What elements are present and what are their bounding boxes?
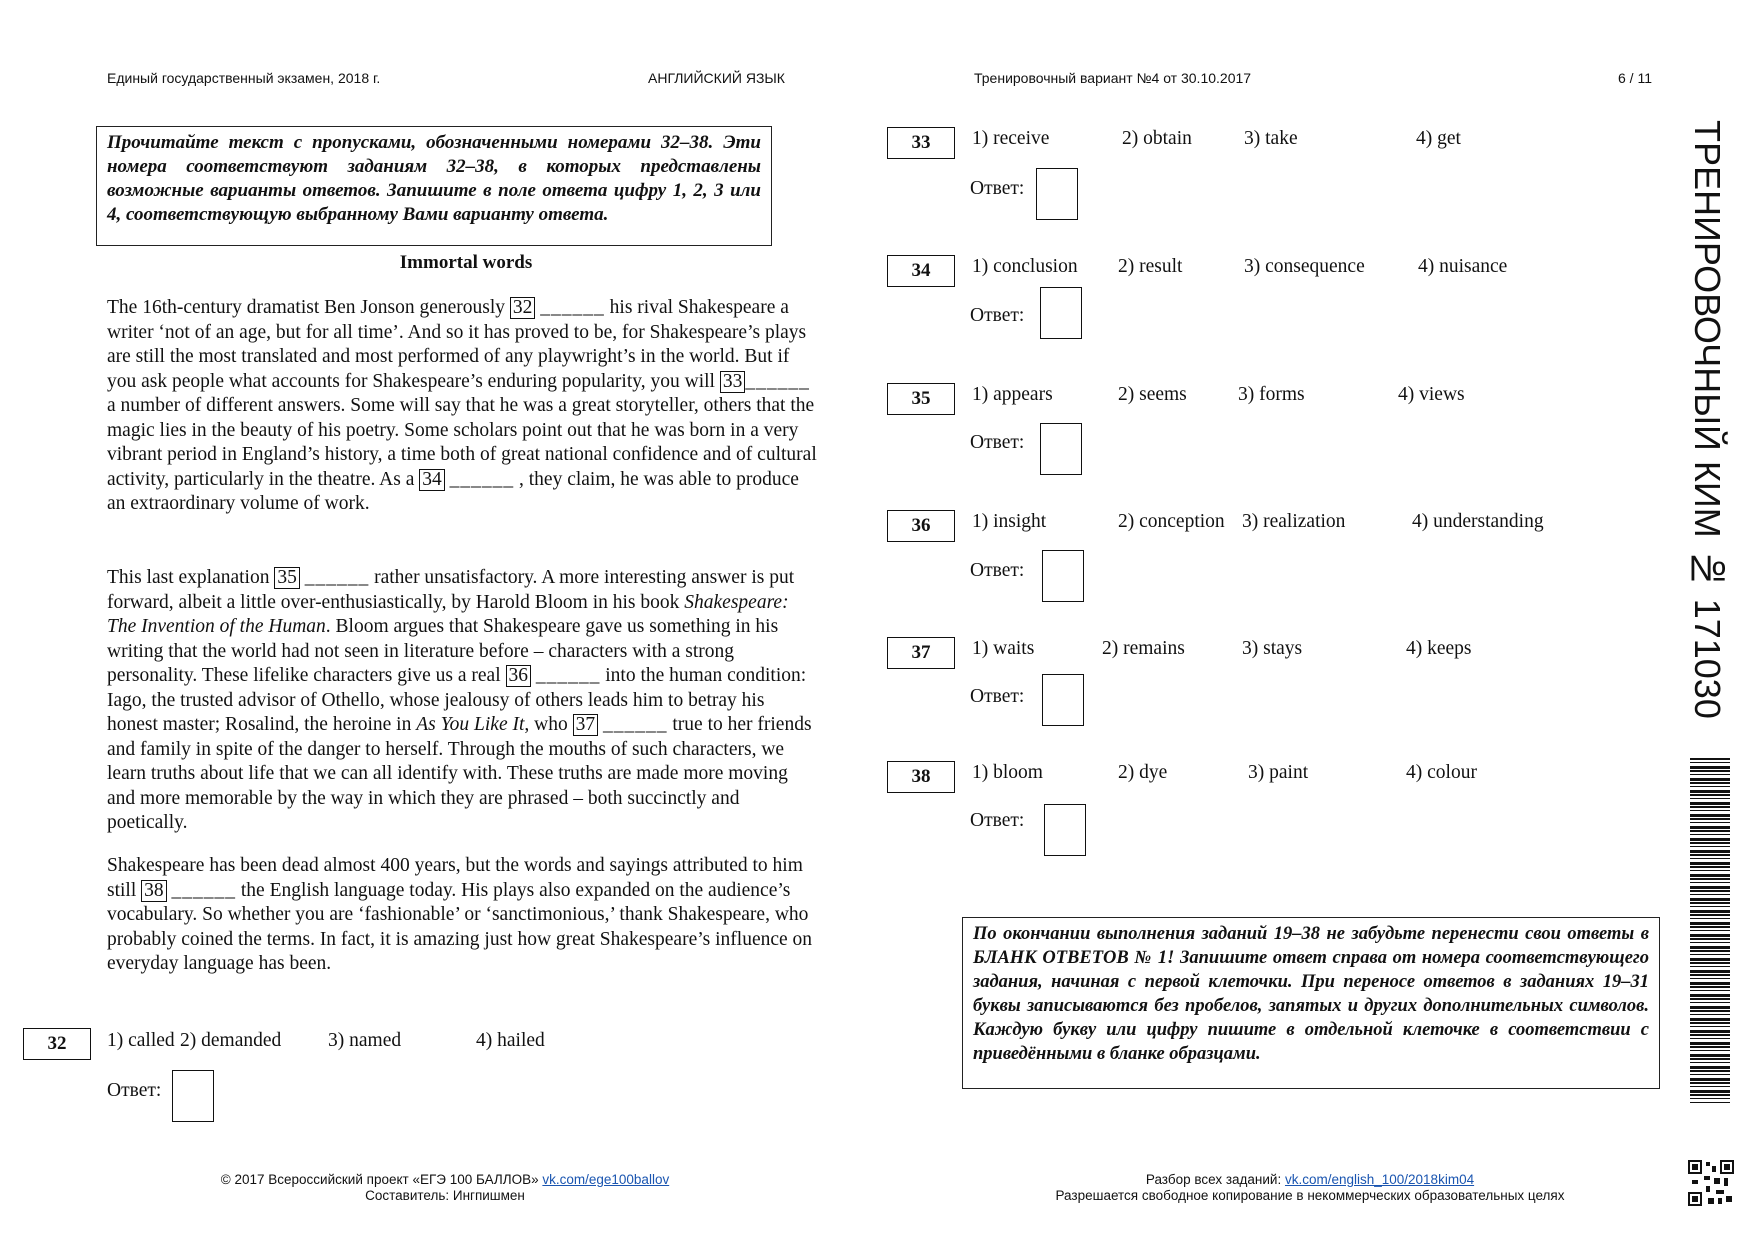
answer-label-38: Ответ:	[970, 810, 1025, 831]
text: This last explanation	[107, 567, 270, 588]
option-34-2: 2) result	[1118, 256, 1183, 277]
option-33-2: 2) obtain	[1122, 128, 1192, 149]
footer-left	[150, 1172, 740, 1204]
question-number-34: 34	[887, 255, 955, 287]
option-36-3: 3) realization	[1242, 511, 1346, 532]
answer-label-36: Ответ:	[970, 560, 1025, 581]
answer-label-33: Ответ:	[970, 178, 1025, 199]
option-32-4: 4) hailed	[476, 1030, 545, 1051]
text: The 16th-century dramatist Ben Jonson generously	[107, 297, 506, 318]
gap-number-35: 35	[274, 567, 300, 589]
answer-box-36[interactable]	[1042, 550, 1084, 602]
footer-analysis-label: Разбор всех заданий:	[1145, 1172, 1282, 1187]
text: a number of different answers. Some will say that he was a great storyteller, others that the magic lies in the beauty of his poetry. Some scholars point out that he was born in a very vibrant period in England’s history, a time both of great national confidence and of cultural activity, particularly in the theatre. As a	[107, 395, 817, 490]
passage-paragraph-1	[107, 296, 817, 517]
barcode-icon	[1690, 758, 1730, 1103]
header-page-number: 6 / 11	[1618, 70, 1652, 86]
footer-author: Составитель: Ингпишмен	[365, 1188, 525, 1203]
text: , they claim, he was able to produce an extraordinary volume of work.	[107, 468, 799, 514]
gap-number-36: 36	[506, 665, 532, 687]
option-38-3: 3) paint	[1248, 762, 1309, 783]
option-38-1: 1) bloom	[972, 762, 1043, 783]
option-37-4: 4) keeps	[1406, 638, 1472, 659]
gap-number-33: 33	[720, 371, 746, 393]
text: the English language today. His plays also expanded on the audience’s vocabulary. So whether you are ‘fashionable’ or ‘sanctimonious,’ thank Shakespeare, who probably coined the terms. In fact, it is amazing just how great Shakespeare’s influence on everyday language has been.	[107, 879, 813, 974]
footer-copy-permission: Разрешается свободное копирование в некоммерческих образовательных целях	[1055, 1188, 1565, 1203]
question-number-36: 36	[887, 510, 955, 542]
gap-blank: ______	[540, 297, 605, 318]
option-35-1: 1) appears	[972, 384, 1053, 405]
answer-box-32[interactable]	[172, 1070, 214, 1122]
gap-number-37: 37	[573, 714, 599, 736]
passage-paragraph-2	[107, 566, 817, 836]
option-38-2: 2) dye	[1118, 762, 1168, 783]
option-35-2: 2) seems	[1118, 384, 1187, 405]
option-36-1: 1) insight	[972, 511, 1047, 532]
footer-copyright: © 2017 Всероссийский проект «ЕГЭ 100 БАЛЛОВ»	[220, 1172, 539, 1187]
option-32-2: 2) demanded	[180, 1030, 282, 1051]
question-number-35: 35	[887, 383, 955, 415]
book-title: Shakespeare: The Invention of the Human	[107, 591, 789, 637]
option-37-1: 1) waits	[972, 638, 1035, 659]
instruction-box: Прочитайте текст с пропусками, обозначенными номерами 32–38. Эти номера соответствуют заданиям 32–38, в которых представлены возможные варианты ответов. Запишите в поле ответа цифру 1, 2, 3 или 4, соответствующую выбранному Вами варианту ответа.	[96, 126, 772, 246]
option-36-4: 4) understanding	[1412, 511, 1544, 532]
text: into the human condition: Iago, the trusted advisor of Othello, whose jealousy of others leads him to betray his honest master; Rosalind, the heroine in	[107, 665, 807, 735]
header-variant: Тренировочный вариант №4 от 30.10.2017	[974, 70, 1252, 86]
gap-blank: ______	[171, 879, 237, 901]
option-36-2: 2) conception	[1118, 511, 1225, 532]
side-kim-label: ТРЕНИРОВОЧНЫЙ КИМ № 171030	[1687, 120, 1728, 719]
option-35-4: 4) views	[1398, 384, 1465, 405]
gap-blank: ______	[603, 714, 668, 735]
option-34-1: 1) conclusion	[972, 256, 1078, 277]
play-title: As You Like It	[416, 714, 525, 735]
answer-label-35: Ответ:	[970, 432, 1025, 453]
option-33-4: 4) get	[1416, 128, 1461, 149]
option-33-3: 3) take	[1244, 128, 1298, 149]
option-37-3: 3) stays	[1242, 638, 1303, 659]
text: . Bloom argues that Shakespeare gave us something in his writing that the world had not seen in literature before – characters with a strong personality. These lifelike characters give us a real	[107, 616, 779, 686]
answer-label-37: Ответ:	[970, 686, 1025, 707]
text: Shakespeare has been dead almost 400 years, but the words and sayings attributed to him still	[107, 855, 803, 901]
option-33-1: 1) receive	[972, 128, 1050, 149]
gap-blank: ______	[449, 468, 515, 490]
option-37-2: 2) remains	[1102, 638, 1185, 659]
gap-number-34: 34	[419, 469, 445, 491]
option-34-3: 3) consequence	[1244, 256, 1365, 277]
text: true to her friends and family in spite of the danger to herself. Through the mouths of such characters, we learn truths about life that we can all identify with. These truths are made more moving and more memorable by the way in which they are phrased – both succinctly and poetically.	[107, 714, 812, 833]
gap-blank: ______	[304, 567, 370, 588]
gap-blank: ______	[535, 665, 601, 686]
answer-box-37[interactable]	[1042, 674, 1084, 726]
passage-title: Immortal words	[399, 252, 533, 273]
answer-label-32: Ответ:	[107, 1080, 162, 1101]
option-32-1: 1) called	[107, 1030, 175, 1051]
gap-number-32: 32	[510, 297, 536, 319]
question-number-37: 37	[887, 637, 955, 669]
option-32-3: 3) named	[328, 1030, 402, 1051]
transfer-note-box: По окончании выполнения заданий 19–38 не забудьте перенести свои ответы в БЛАНК ОТВЕТОВ № 1! Запишите ответ справа от номера соответствующего задания, начиная с первой клеточки. При переносе ответов в заданиях 19–31 буквы записываются без пробелов, запятых и других дополнительных символов. Каждую букву или цифру пишите в отдельной клеточке в соответствии с приведёнными в бланке образцами.	[962, 917, 1660, 1089]
answer-box-34[interactable]	[1040, 287, 1082, 339]
answer-box-38[interactable]	[1044, 804, 1086, 856]
answer-box-33[interactable]	[1036, 168, 1078, 220]
option-38-4: 4) colour	[1406, 762, 1477, 783]
option-35-3: 3) forms	[1238, 384, 1305, 405]
header-exam-title: Единый государственный экзамен, 2018 г.	[107, 70, 381, 86]
qr-code-icon	[1688, 1160, 1734, 1206]
footer-right	[1000, 1172, 1620, 1204]
question-number-33: 33	[887, 127, 955, 159]
gap-number-38: 38	[141, 880, 167, 902]
question-number-38: 38	[887, 761, 955, 793]
question-number-32: 32	[23, 1028, 91, 1060]
passage-paragraph-3	[107, 854, 817, 977]
answer-label-34: Ответ:	[970, 305, 1025, 326]
option-34-4: 4) nuisance	[1418, 256, 1508, 277]
text: rather unsatisfactory. A more interesting answer is put forward, albeit a little over-enthusiastically, by Harold Bloom in his book	[107, 567, 795, 613]
text: his rival Shakespeare a writer ‘not of an age, but for all time’. And so it has proved to be, for Shakespeare’s plays are still the most translated and most performed of any playwright’s in the world. But if you ask people what accounts for Shakespeare’s enduring popularity, you will	[107, 297, 807, 392]
footer-left-link[interactable]: vk.com/ege100ballov	[542, 1172, 670, 1187]
answer-box-35[interactable]	[1040, 423, 1082, 475]
header-subject: АНГЛИЙСКИЙ ЯЗЫК	[648, 70, 785, 86]
gap-blank: ______	[745, 370, 810, 392]
text: , who	[524, 714, 568, 735]
footer-right-link[interactable]: vk.com/english_100/2018kim04	[1284, 1172, 1475, 1187]
